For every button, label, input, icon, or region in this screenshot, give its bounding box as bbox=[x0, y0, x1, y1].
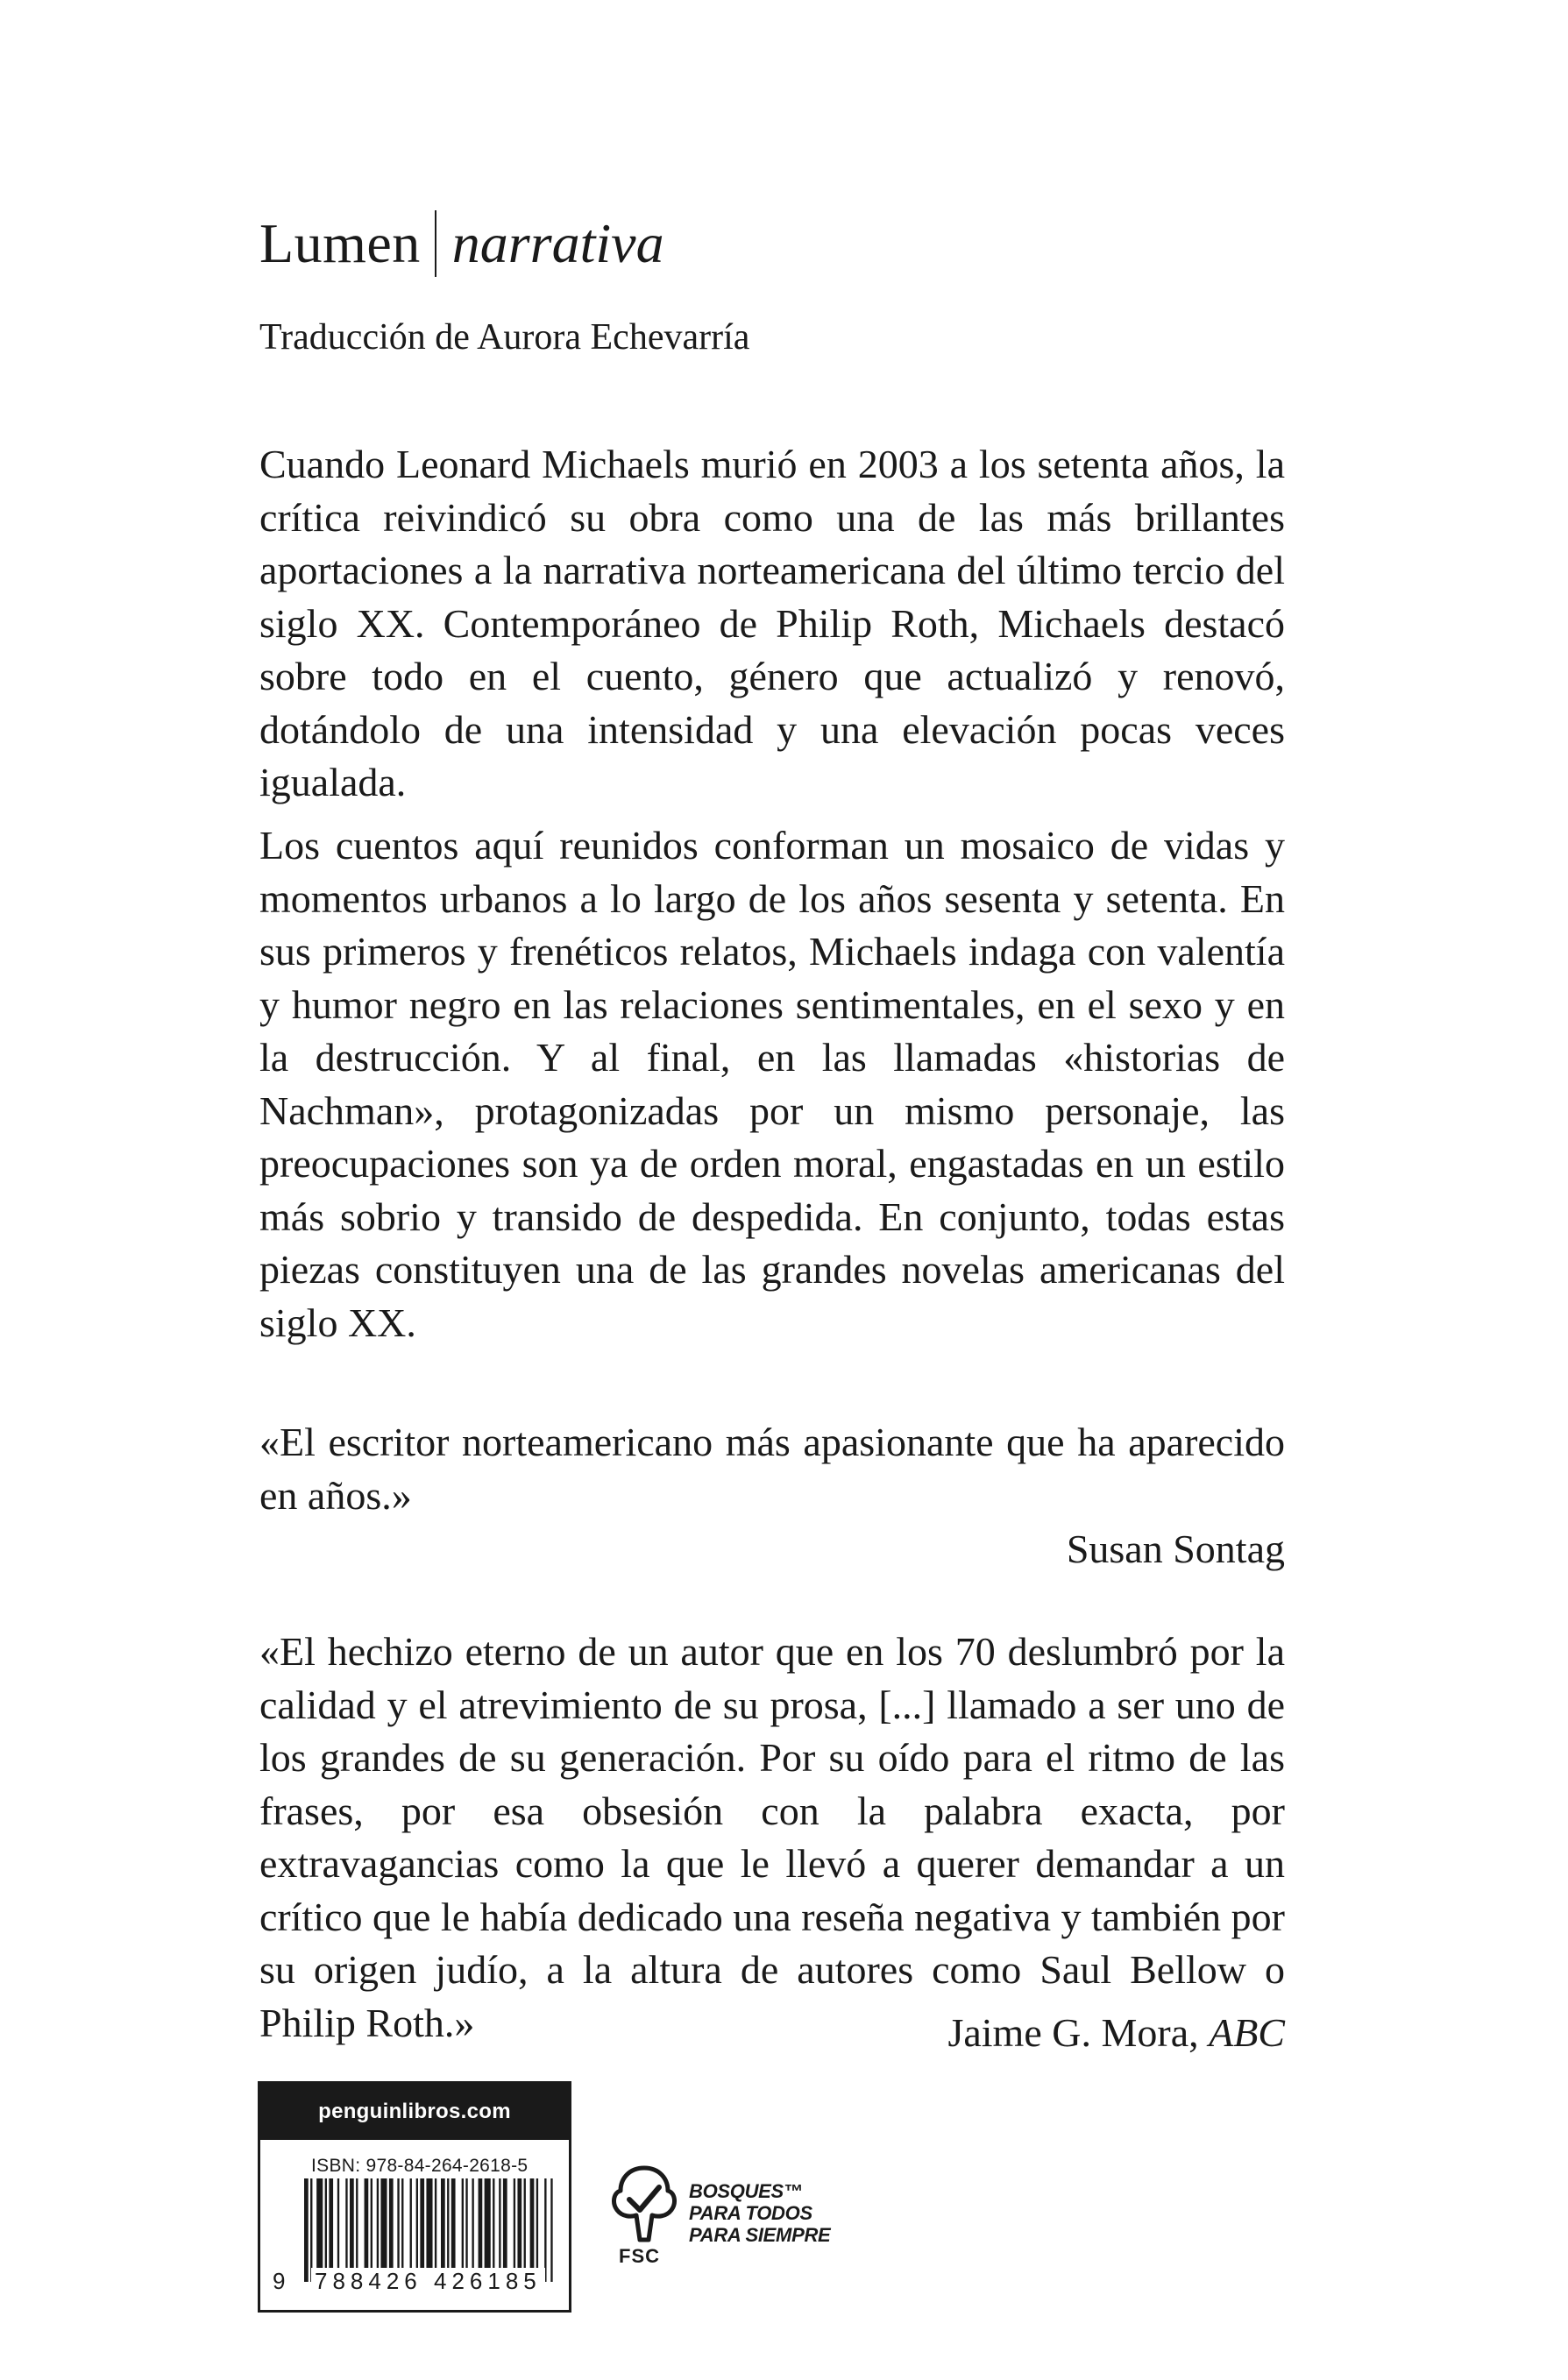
fsc-logo bbox=[610, 2164, 838, 2278]
fsc-slogan-line: PARA TODOS bbox=[689, 2202, 812, 2224]
fsc-slogan-line: BOSQUES™ bbox=[689, 2180, 803, 2202]
website-label: penguinlibros.com bbox=[260, 2084, 569, 2140]
fsc-slogan-line: PARA SIEMPRE bbox=[689, 2224, 831, 2246]
barcode-block bbox=[258, 2081, 571, 2313]
isbn-label: ISBN: 978-84-264-2618-5 bbox=[311, 2156, 529, 2176]
barcode-digits: 788426 426185 bbox=[311, 2268, 545, 2295]
blurb-quote-1: «El escritor norteamericano más apasionante que ha aparecido en años.» bbox=[259, 1420, 1285, 1518]
collection-name: narrativa bbox=[451, 212, 664, 274]
blurb-author-1 bbox=[1067, 1523, 1285, 1576]
synopsis-paragraph-2: Los cuentos aquí reunidos conforman un mosaico de vidas y momentos urbanos a lo largo de los años sesenta y setenta. En sus primeros y frenéticos relatos, Michaels indaga con valentía y humor negro en las relaciones sentimentales, en el sexo y en la destrucción. Y al final, en las llamadas «historias de Nachman», protagonizadas por un mismo personaje, las preocupaciones son ya de orden moral, engastadas en un estilo más sobrio y transido de despedida. En conjunto, todas estas piezas constituyen una de las grandes novelas americanas del siglo XX. bbox=[259, 823, 1285, 1345]
brand-divider bbox=[435, 210, 436, 277]
blurb-quote-2: «El hechizo eterno de un autor que en los 70 deslumbró por la calidad y el atrevimiento de su prosa, [...] llamado a ser uno de los grandes de su generación. Por su oído para el ritmo de las frases, por esa obsesión con la palabra exacta, por extravagancias como la que le llevó a querer demandar a un crítico que le había dedicado una reseña negativa y también por su origen judío, a la altura de autores como Saul Bellow o Philip Roth.» bbox=[259, 1629, 1285, 2045]
fsc-tree-checkmark-icon bbox=[610, 2164, 678, 2243]
fsc-slogan bbox=[689, 2180, 838, 2246]
imprint-name: Lumen bbox=[259, 212, 421, 274]
fsc-label: FSC bbox=[619, 2245, 660, 2267]
blurb-author-2 bbox=[947, 2007, 1285, 2059]
synopsis-paragraph-1: Cuando Leonard Michaels murió en 2003 a los setenta años, la crítica reivindicó su obra como una de las más brillantes aportaciones a la narrativa norteamericana del último tercio del siglo XX. Contemporáneo de Philip Roth, Michaels destacó sobre todo en el cuento, género que actualizó y renovó, dotándolo de una intensidad y una elevación pocas veces igualada. bbox=[259, 442, 1285, 804]
barcode-lead-digit: 9 bbox=[273, 2268, 286, 2294]
blurb-source: ABC bbox=[1209, 2010, 1285, 2055]
translation-credit: Traducción de Aurora Echevarría bbox=[259, 317, 750, 358]
barcode-icon bbox=[304, 2178, 555, 2282]
publisher-brand bbox=[259, 210, 664, 277]
blurb-author-name: Jaime G. Mora, bbox=[947, 2010, 1199, 2055]
blurb-author-name: Susan Sontag bbox=[1066, 1526, 1285, 1571]
